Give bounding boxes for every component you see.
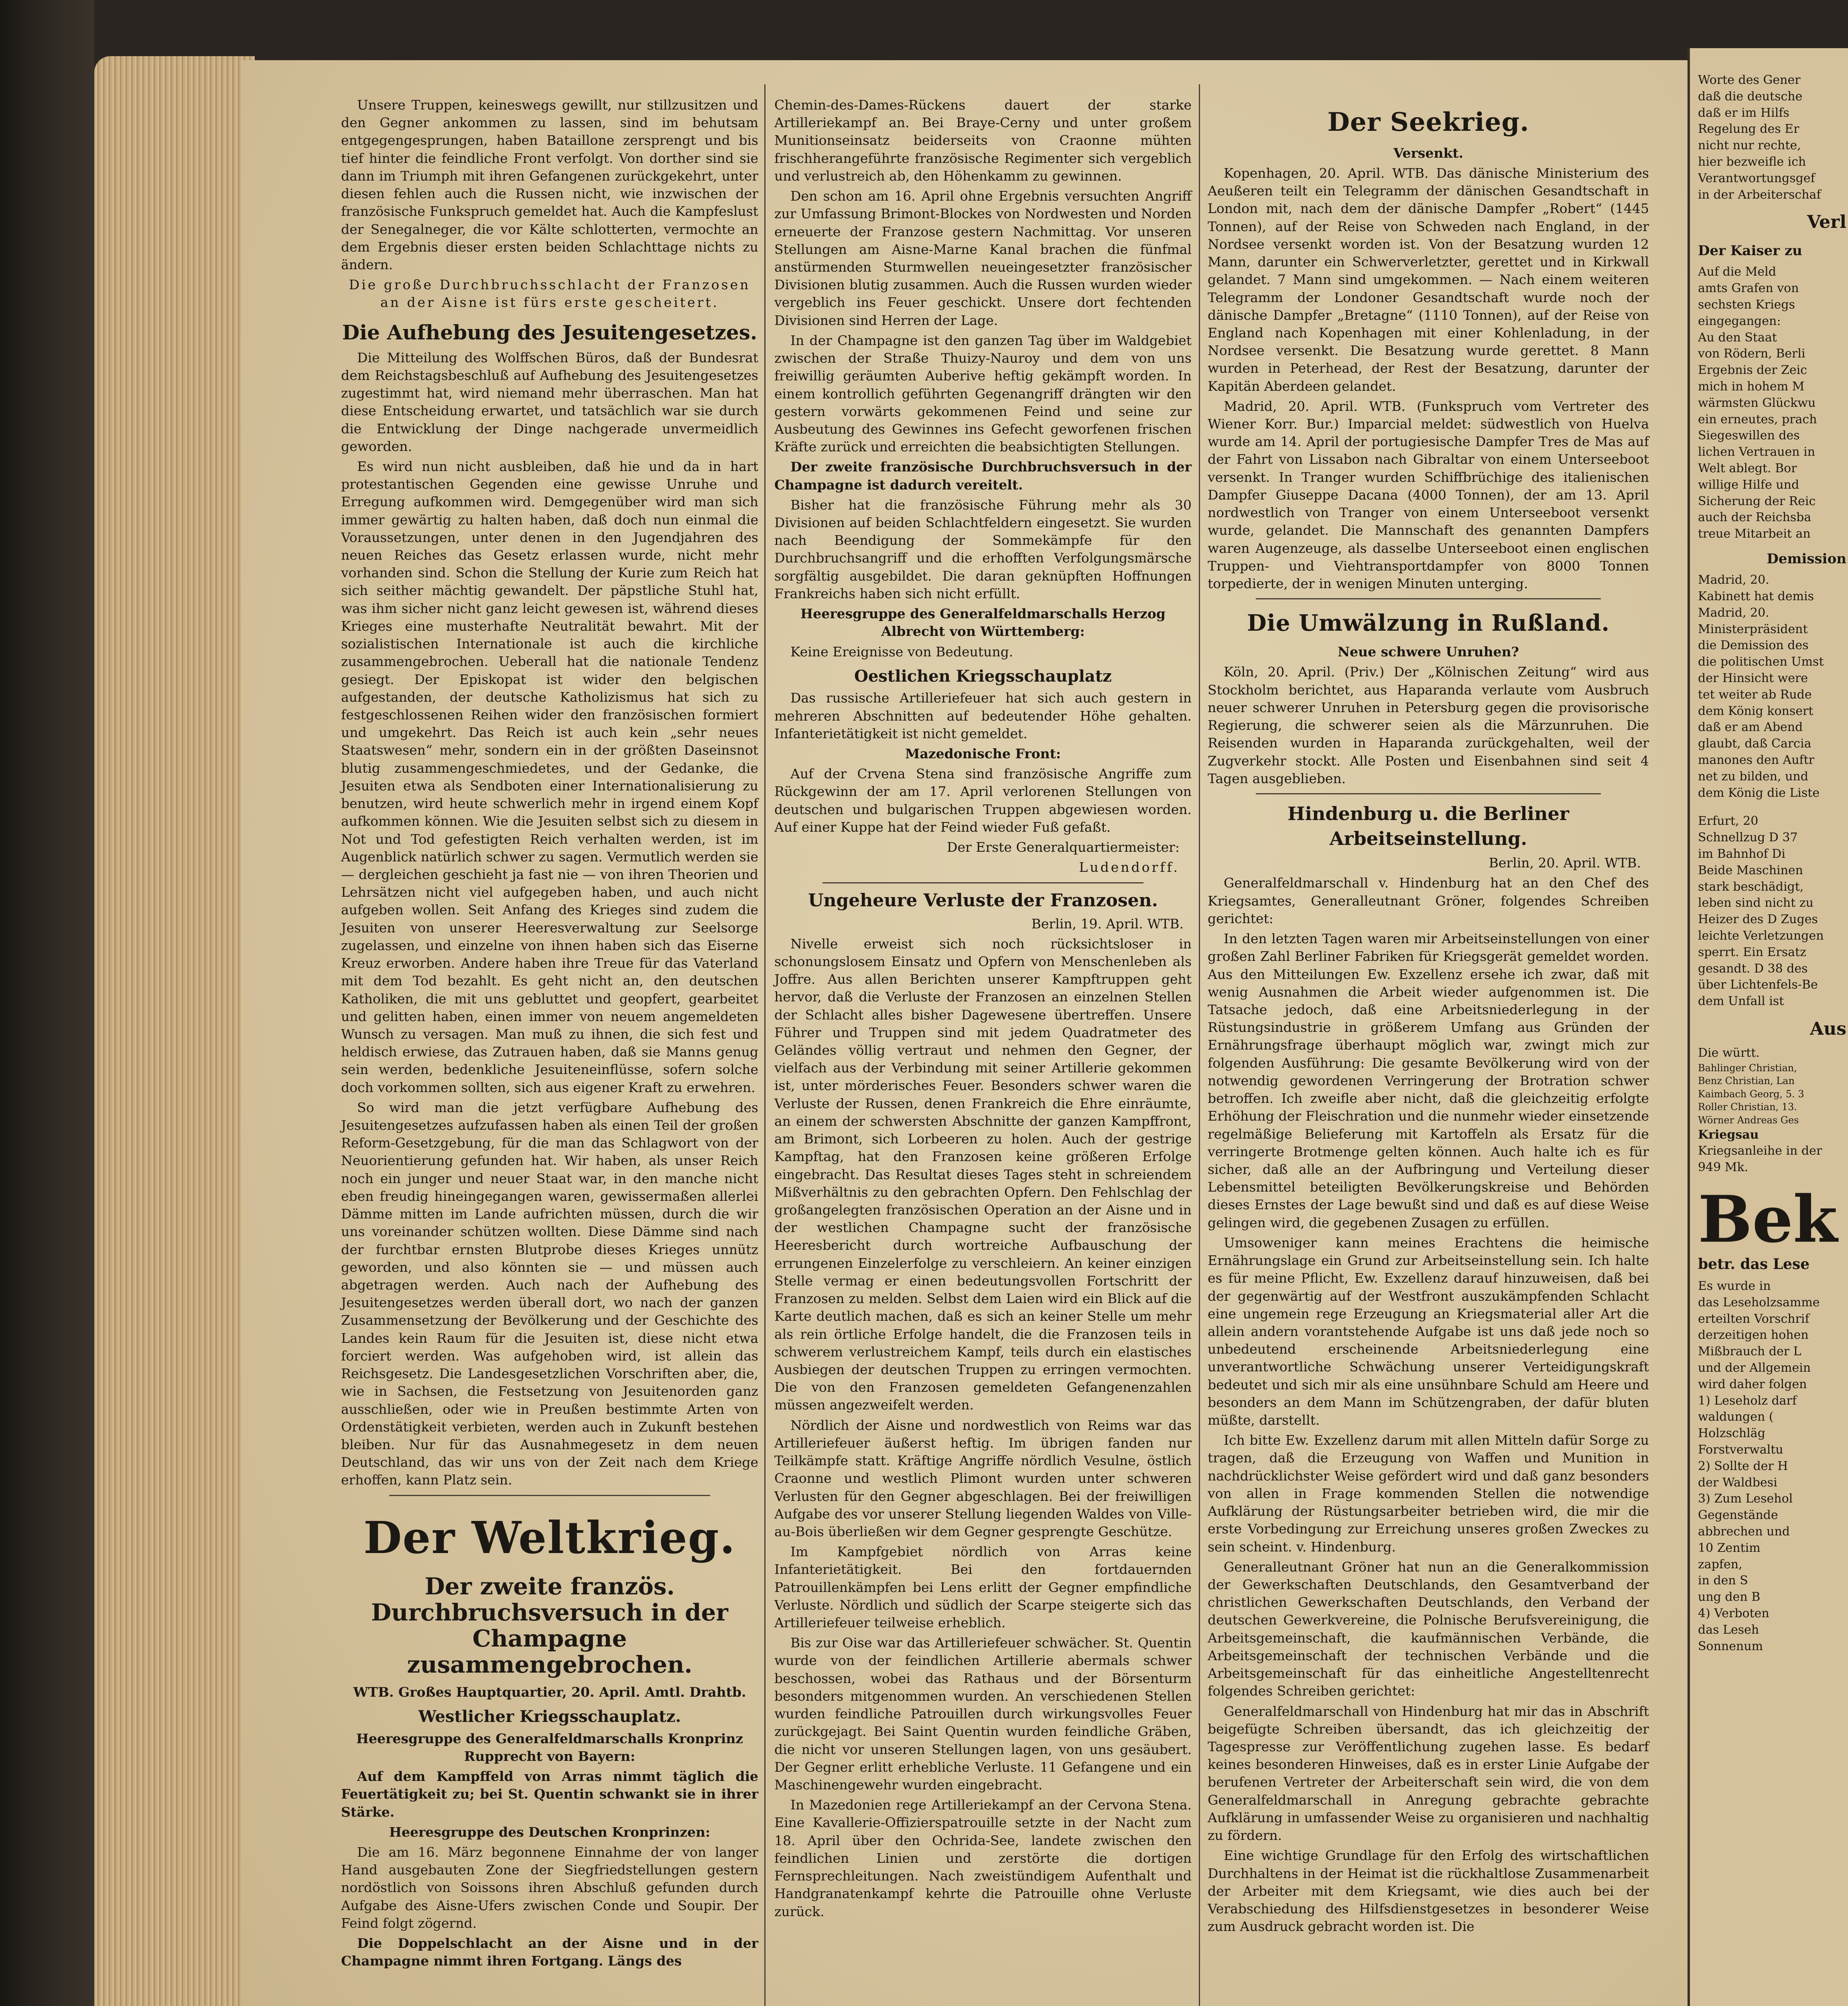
paragraph: Der zweite französische Durchbruchsversuch in der Champagne ist dadurch vereitelt. [774, 459, 1192, 493]
paragraph: Keine Ereignisse von Bedeutung. [790, 644, 1013, 660]
text-line: eingegangen: [1698, 314, 1781, 328]
right-page-text [1698, 72, 1846, 1655]
subhead-macedonia: Mazedonische Front: [905, 746, 1061, 762]
divider [1256, 598, 1601, 599]
text-line: dem König konsert [1698, 704, 1813, 718]
paragraph: Das russische Artilleriefeuer hat sich auch gestern in mehreren Abschnitten auf bedeutender Höhe gehalten. Infanterietätigkeit ist nicht gemeldet. [774, 690, 1192, 741]
text-line: willige Hilfe und [1698, 477, 1799, 492]
text-line: daß er am Abend [1698, 720, 1803, 735]
text-line: Verantwortungsgef [1698, 171, 1815, 185]
divider [822, 882, 1143, 883]
heading: Aus [1810, 1018, 1846, 1039]
paragraph: Es wird nun nicht ausbleiben, daß hie und da in hart protestantischen Gegenden eine gewisse Unruhe und Erregung aufkommen wird. Demgegenüber wird man sich immer gewärtig zu halten haben, daß doch nun einmal die Voraussetzungen, unter denen in den Jugendjahren des neuen Reiches das Gesetz erlassen wurde, nicht mehr vorhanden sind. Schon die Stellung der Kurie zum Reich hat sich seither mächtig gewandelt. Der päpstliche Stuhl hat, was ihm sicher nicht ganz leicht gewesen ist, während dieses Krieges eine musterhafte Neutralität bewahrt. Mit der sozialistischen Internationale ist auch die kirchliche zusammengebrochen. Ueberall hat die nationale Tendenz gesiegt. Der Episkopat ist wider den belgischen aufgestanden, der deutsche Katholizismus hat sich zu festgeschlossenen Reihen wider den französischen formiert und umgekehrt. Das Reich ist auch kein „sehr neues Staatswesen“ mehr, sondern ein in der größten Daseinsnot blutig zusammengeschmiedetes, und der Gedanke, die Jesuiten etwa als Sendboten einer Internationalisierung zu benutzen, wird heute schwerlich mehr in irgend einem Kopf aufkommen können. Wie die Jesuiten selbst sich zu diesem in Not und Tod gefestigten Reich verhalten werden, ist im Augenblick natürlich schwer zu sagen. Vermutlich werden sie — dergleichen geschieht ja fast nie — von ihren Theorien und Lehrsätzen nicht viel aufgegeben haben, und auch nicht aufgeben wollen. Seit Anfang des Krieges sind zudem die Jesuiten von unserer Heeresverwaltung zur Seelsorge zugelassen, und einzelne von ihnen haben sich das Eiserne Kreuz erworben. Andere haben ihre Treue für das Vaterland mit dem Tod bezahlt. Es geht nicht an, den deutschen Katholiken, die mit uns gebluttet und geopfert, gearbeitet und gelitten haben, einen immer von neuem angemeldeten Wunsch zu versagen. Man muß zu ihnen, die sich fest und heldisch erwiese, das Zutrauen haben, daß sie Manns genug sein werden, bedenkliche Jesuiteneinflüsse, sofern solche doch vorkommen sollten, sich aus eigener Kraft zu erwehren. [341, 458, 758, 1095]
paragraph: Generalleutnant Gröner hat nun an die Generalkommission der Gewerkschaften Deutschlands, den Gesamtverband der christlichen Gewerkschaften Deutschlands, den Verband der deutschen Gewerkvereine, die Polnische Berufsvereinigung, die Arbeitsgemeinschaft, die kaufmännischen Verbände, die Arbeitsgemeinschaft der technischen Verbände und die Arbeitsgemeinschaft für das einheitliche Angestelltenrecht folgendes Schreiben gerichtet: [1208, 1559, 1649, 1699]
subhead-east: Oestlichen Kriegsschauplatz [854, 666, 1112, 686]
signature-title: Der Erste Generalquartiermeister: [947, 839, 1180, 855]
headline-seekrieg: Der Seekrieg. [1327, 107, 1529, 137]
text-line: mich in hohem M [1698, 380, 1805, 394]
text-line: daß er im Hilfs [1698, 106, 1789, 120]
army-group: Heeresgruppe des Generalfeldmarschalls Kronprinz Rupprecht von Bayern: [356, 1730, 743, 1764]
text-line: Kabinett hat demis [1698, 589, 1814, 604]
page-stack-edges [94, 56, 255, 2006]
text-line: Madrid, 20. [1698, 573, 1769, 587]
paragraph: Auf der Crvena Stena sind französische Angriffe zum Rückgewinn der am 17. April verlorenen Stellungen von deutschen und bulgarischen Truppen abgewiesen worden. Auf einer Kuppe hat der Feind wieder Fuß gefaßt. [774, 766, 1192, 835]
dateline: Berlin, 20. April. WTB. [1489, 855, 1641, 871]
paragraph: Die Mitteilung des Wolffschen Büros, daß der Bundesrat dem Reichstagsbeschluß auf Aufhebung des Jesuitengesetzes zugestimmt hat, wird niemand mehr überraschen. Man hat diese Entscheidung erwartet, und tatsächlich war sie durch die Entwicklung der Dinge nachgerade unvermeidlich geworden. [341, 349, 758, 454]
paragraph: Bisher hat die französische Führung mehr als 30 Divisionen auf beiden Schlachtfeldern eingesetzt. Sie wurden nach Beendigung der Sommekämpfe für den Durchbruchsangriff und die erhofften Verfolgungsmärsche sorgfältig ausgebildet. Die daran geknüpften Hoffnungen Frankreichs haben sich nicht erfüllt. [774, 497, 1192, 601]
text-line: net zu bilden, und [1698, 769, 1808, 784]
column-3 [1208, 96, 1649, 2006]
text-line: von Rödern, Berli [1698, 347, 1805, 361]
paragraph: Nördlich der Aisne und nordwestlich von Reims war das Artilleriefeuer äußerst heftig. Im übrigen fanden nur Teilkämpfe statt. Kräftige Angriffe nördlich Vesulne, östlich Craonne und westlich Plimont wurden unter schweren Verlusten für den Gegner abgeschlagen. Bei der freiwilligen Aufgabe des vor unserer Stellung liegenden Waldes von Ville-au-Bois überließen wir dem Gegner gesprengte Geschütze. [774, 1417, 1192, 1539]
paragraph: Chemin-des-Dames-Rückens dauert der starke Artilleriekampf an. Bei Braye-Cerny und unter großem Munitionseinsatz beiderseits von Craonne mühten frischherangeführte französische Regimenter sich vergeblich und verlustreich ab, den Höhenkamm zu gewinnen. [774, 97, 1192, 184]
text-line: dem Unfall ist [1698, 994, 1784, 1009]
text-line: der Hinsicht were [1698, 671, 1808, 685]
text-line: sperrt. Ein Ersatz [1698, 945, 1806, 959]
paragraph: Im Kampfgebiet nördlich von Arras keine Infanterietätigkeit. Bei den fortdauernden Patrouillenkämpfen bei Lens erlitt der Gegner empfindliche Verluste. Nördlich und südlich der Scarpe steigerte sich das Artilleriefeuer teilweise erheblich. [774, 1544, 1192, 1631]
text-line: Roller Christian, 13. [1698, 1101, 1797, 1113]
text-line: 949 Mk. [1698, 1160, 1748, 1175]
big-headline: Bek [1698, 1184, 1838, 1255]
paragraph: Madrid, 20. April. WTB. (Funkspruch vom Vertreter des Wiener Korr. Bur.) Imparcial meldet: südwestlich von Huelva wurde am 14. April der portugiesische Dampfer Tres de Mas auf der Fahrt von Lissabon nach Gibraltar von einem Unterseeboot versenkt. In Tranger wurden Schiffbrüchige des italienischen Dampfer Giuseppe Dacana (4000 Tonnen), der am 13. April nordwestlich von Tranger von einem Unterseeboot versenkt wurde, gelandet. Die Mannschaft des genannten Dampfers waren Augenzeuge, als dasselbe Unterseeboot einen englischen Truppen- und Viehtransportdampfer von 8000 Tonnen torpedierte, der in wenigen Minuten unterging. [1208, 398, 1649, 591]
text-line: der Waldbesi [1698, 1475, 1777, 1490]
text-line: die politischen Umst [1698, 655, 1824, 669]
right-page-fragment [1688, 48, 1848, 2006]
column-2 [774, 96, 1192, 2006]
text-line: Sicherung der Reic [1698, 494, 1816, 508]
text-line: Erfurt, 20 [1698, 814, 1759, 828]
text-line: Wörner Andreas Ges [1698, 1115, 1799, 1126]
headline-weltkrieg: Der Weltkrieg. [364, 1511, 736, 1563]
text-line: 1) Leseholz darf [1698, 1393, 1797, 1408]
headline-verluste: Ungeheure Verluste der Franzosen. [808, 890, 1158, 911]
paragraph: In Mazedonien rege Artilleriekampf an der Cervona Stena. Eine Kavallerie-Offizierspatrouille setzte in der Nacht zum 18. April über den Ochrida-See, landete zwischen den feindlichen Linien und zerstörte die dortigen Fernsprechleitungen. Nach zweistündigem Aufenthalt und Handgranatenkampf kehrte die Patrouille ohne Verluste zurück. [774, 1797, 1192, 1919]
text-line: wärmsten Glückwu [1698, 396, 1816, 410]
text-line: nicht nur rechte, [1698, 138, 1801, 153]
paragraph: So wird man die jetzt verfügbare Aufhebung des Jesuitengesetzes aufzufassen haben als einen Teil der großen Reform-Gesetzgebung, für die man das Schlagwort von der Neuorientierung gefunden hat. Wir haben, als unser Reich noch ein junger und neuer Staat war, in den manche nicht eben freudig hineingegangen waren, gewissermaßen allerlei Dämme mitten im Lande aufrichten müssen, durch die wir uns voreinander schützen wollten. Diese Dämme sind nach der furchtbar ernsten Blutprobe dieses Krieges unnütz geworden, und also könnten sie — und müssen auch abgetragen werden. Auch nach der Aufhebung des Jesuitengesetzes werden überall dort, wo nach der ganzen Zusammensetzung der Bevölkerung und der Geschichte des Landes kein Raum für die Jesuiten ist, diese nicht etwa forciert werden. Was aufgehoben wird, ist allein das Reichsgesetz. Die Landesgesetzlichen Vorschriften aber, die, wie in Sachsen, die Festsetzung von Jesuitenorden ganz ausschließen, oder wie in Preußen bestimmte Arten von Ordenstätigkeit verbieten, werden auch in Zukunft bestehen bleiben. Nur für das Ausnahmegesetz in dem neuen Deutschland, das wir uns von der Zeit nach dem Kriege erhoffen, kann Platz sein. [341, 1099, 758, 1488]
text-line: Gegenstände [1698, 1508, 1778, 1523]
text-line: die Demission des [1698, 638, 1809, 653]
text-line: daß die deutsche [1698, 89, 1803, 104]
text-line: treue Mitarbeit an [1698, 527, 1811, 541]
text-line: in den S [1698, 1574, 1748, 1588]
text-line: in der Arbeiterschaf [1698, 187, 1821, 202]
text-line: das Leseholzsamme [1698, 1295, 1820, 1310]
subhead-west: Westlicher Kriegsschauplatz. [418, 1707, 681, 1726]
text-line: 10 Zentim [1698, 1541, 1761, 1555]
text-line: Kriegsau [1698, 1127, 1759, 1142]
text-line: Au den Staat [1698, 330, 1777, 345]
heading: Demission [1767, 550, 1846, 567]
text-line: 2) Sollte der H [1698, 1459, 1788, 1473]
paragraph: Umsoweniger kann meines Erachtens die heimische Ernährungslage ein Grund zur Arbeitseinstellung sein. Ich halte es für meine Pflicht, Ew. Exzellenz darauf hinzuweisen, daß bei der gegenwärtig auf der Westfront auszukämpfenden Schlacht eine ungemein rege Erzeugung an Kriegsmaterial aller Art die allein andern vorantstehende Aufgabe ist uns daß jede noch so unbedeutend erscheinende Arbeitsniederlegung eine unverantwortliche Schwächung unserer Verteidigungskraft bedeutet und sich mir als eine unsühnbare Schuld am Heere und besonders an dem Mann im Schützengraben, der dafür bluten müßte, darstellt. [1208, 1234, 1649, 1428]
paragraph: Generalfeldmarschall von Hindenburg hat mir das in Abschrift beigefügte Schreiben übersandt, das ich gleichzeitig der Tagespresse zur Veröffentlichung zugehen lasse. Es bedarf keines besonderen Hinweises, daß es in erster Linie Aufgabe der berufenen Vertreter der Arbeiterschaft sein wird, die von dem Generalfeldmarschall in Anregung gebrachte gebrachte Aufklärung in umfassender Weise zu organisieren und nachhaltig zu fördern. [1208, 1703, 1649, 1844]
divider [1256, 793, 1601, 794]
heading: Verl [1807, 212, 1846, 233]
text-line: stark beschädigt, [1698, 879, 1804, 894]
heading: betr. das Lese [1698, 1256, 1810, 1273]
text-line: 3) Zum Lesehol [1698, 1492, 1793, 1506]
paragraph: Ich bitte Ew. Exzellenz darum mit allen Mitteln dafür Sorge zu tragen, daß die Erzeugung von Waffen und Munition in nachdrücklichster Weise gefördert wird und daß ganz besonders von allen in Frage kommenden Stellen die notwendige Aufklärung der Rüstungsarbeiter betrieben wird, die mir die erste Vorbedingung zur Erreichung unseres großen Zweckes zu sein scheint. v. Hindenburg. [1208, 1432, 1649, 1555]
subhead-unruhen: Neue schwere Unruhen? [1337, 644, 1519, 660]
paragraph: In der Champagne ist den ganzen Tag über im Waldgebiet zwischen der Straße Thuizy-Nauroy und dem von uns freiwillig geräumten Auberive heftig gekämpft worden. In einem kontrollich geführten Gegenangriff drängten wir den gestern vorwärts gekommenen Feind und seine zur Ausbeutung des Gewinnes ins Gefecht geworfenen frischen Kräfte zurück und erreichten die beabsichtigten Stellungen. [774, 332, 1192, 455]
text-line: Bahlinger Christian, [1698, 1062, 1797, 1074]
text-line: amts Grafen von [1698, 281, 1799, 296]
text-line: gesandt. D 38 des [1698, 961, 1808, 976]
subhead-versenkt: Versenkt. [1393, 145, 1464, 161]
paragraph: Auf dem Kampffeld von Arras nimmt täglich die Feuertätigkeit zu; bei St. Quentin schwankt sie in ihrer Stärke. [341, 1768, 758, 1820]
text-line: Kaimbach Georg, 5. 3 [1698, 1088, 1804, 1100]
text-line: Mißbrauch der L [1698, 1344, 1801, 1359]
paragraph: Eine wichtige Grundlage für den Erfolg des wirtschaftlichen Durchhaltens in der Heimat ist die rückhaltlose Zusammenarbeit der Arbeiter mit dem Kriegsamt, wie dies auch bei der Verabschiedung des Hilfsdienstgesetzes in besonderer Weise zum Ausdruck gebracht worden ist. Die [1208, 1848, 1649, 1935]
headline-durchbruch: Der zweite französ. Durchbruchsversuch in der Champagne zusammengebrochen. [371, 1573, 728, 1678]
text-line: sechsten Kriegs [1698, 298, 1795, 312]
paragraph: Generalfeldmarschall v. Hindenburg hat an den Chef des Kriegsamtes, Generalleutnant Gröner, folgendes Schreiben gerichtet: [1208, 875, 1649, 926]
text-line: 4) Verboten [1698, 1606, 1769, 1620]
divider [389, 1495, 710, 1496]
text-line: Heizer des D Zuges [1698, 912, 1818, 927]
text-line: Schnellzug D 37 [1698, 830, 1798, 845]
text-line: Ministerpräsident [1698, 622, 1808, 636]
text-line: manones den Auftr [1698, 753, 1815, 767]
newspaper-page [241, 60, 1688, 2006]
text-line: tet weiter ab Rude [1698, 687, 1812, 702]
signature-name: Ludendorff. [1079, 859, 1180, 875]
text-line: Welt ablegt. Bor [1698, 461, 1797, 475]
text-line: und der Allgemein [1698, 1361, 1811, 1375]
text-line: hier bezweifle ich [1698, 154, 1806, 169]
text-line: das Leseh [1698, 1622, 1759, 1637]
text-line: Benz Christian, Lan [1698, 1075, 1795, 1087]
headline-russland: Die Umwälzung in Rußland. [1247, 610, 1610, 637]
headline-hindenburg: Hindenburg u. die Berliner Arbeitseinstellung. [1288, 803, 1569, 849]
paragraph: Nivelle erweist sich noch rücksichtsloser in schonungslosem Einsatz und Opfern von Menschenleben als Joffre. Aus allen Berichten unserer Kampftruppen geht hervor, daß die Verluste der Franzosen an einzelnen Stellen der Schlacht alles bisher Dagewesene übertreffen. Unsere Führer und Truppen sind mit jedem Quadratmeter des Geländes völlig vertraut und nehmen den Gegner, der vielfach aus der Verbindung mit seiner Artillerie gekommen ist, unter mörderisches Feuer. Besonders schwer waren die Verluste der Russen, denen Frankreich die Ehre einräumte, an einem der schwersten Abschnitte der ganzen Kampffront, am Brimont, sich Lorbeeren zu holen. Auch der gestrige Kampftag, hat den Franzosen keine größeren Erfolge eingebracht. Das Resultat dieses Tages steht in schreiendem Mißverhältnis zu den gebrachten Opfern. Den Fehlschlag der großangelegten französischen Operation an der Aisne und in der westlichen Champagne sucht der französische Heeresbericht durch wortreiche Aufbauschung der errungenen Einzelerfolge zu verschleiern. An keiner einzigen Stelle vermag er einen bedeutungsvollen Fortschritt der Franzosen zu melden. Selbst dem Laien wird ein Blick auf die Karte deutlich machen, daß es sich an keiner Stelle um mehr als rein örtliche Erfolge handelt, die die Franzosen teils in schwerem verlustreichem Kampf, teils durch ein elastisches Ausbiegen der deutschen Truppen zu erringen vermochten. Die von den Franzosen gemeldeten Gefangenenzahlen müssen angezweifelt werden. [774, 936, 1192, 1413]
dateline: WTB. Großes Hauptquartier, 20. April. Amtl. Drahtb. [353, 1684, 746, 1700]
text-line: Regelung des Er [1698, 122, 1799, 136]
army-group: Heeresgruppe des Generalfeldmarschalls Herzog Albrecht von Württemberg: [800, 606, 1166, 640]
text-line: Madrid, 20. [1698, 605, 1769, 620]
paragraph: Den schon am 16. April ohne Ergebnis versuchten Angriff zur Umfassung Brimont-Blockes von Nordwesten und Norden erneuerte der Franzose gestern Nachmittag. Vor unseren Stellungen am Aisne-Marne Kanal brachen die fünfmal anstürmenden Sturmwellen neueingesetzter französischer Divisionen blutig zusammen. Auch die Russen wurden wieder vergeblich ins Feuer geschickt. Unsere dort fechtenden Divisionen sind Herren der Lage. [774, 188, 1192, 328]
text-line: Auf die Meld [1698, 265, 1776, 279]
text-line: waldungen ( [1698, 1410, 1774, 1424]
paragraph: Unsere Truppen, keineswegs gewillt, nur stillzusitzen und den Gegner ankommen zu lassen, sind im behutsam entgegengesprungen, haben Bataillone zersprengt und bis tief hinter die feindliche Front verfolgt. Von dorther sind sie dann im Triumph mit ihren Gefangenen zurückgekehrt, unter diesen fehlen auch die Russen nicht, wie inzwischen der französische Funkspruch gemeldet hat. Auch die Kampfeslust der Senegalneger, die vor Kälte schlotterten, vermochte an dem Ergebnis dieser ersten beiden Schlachttage nichts zu ändern. [341, 97, 758, 272]
text-line: im Bahnhof Di [1698, 847, 1785, 861]
text-line: erteilten Vorschrif [1698, 1312, 1809, 1326]
paragraph: Köln, 20. April. (Priv.) Der „Kölnischen Zeitung“ wird aus Stockholm berichtet, aus Haparanda verlaute vom Ausbruch neuer schwerer Unruhen in Petersburg gegen die provisorische Regierung, die schwerer seien als die Märzunruhen. Die Reisenden wurden in Haparanda zurückgehalten, weil der Zugverkehr stockt. Alle Posten und Eisenbahnen sind seit 4 Tagen ausgeblieben. [1208, 664, 1649, 786]
paragraph: In den letzten Tagen waren mir Arbeitseinstellungen von einer großen Zahl Berliner Fabriken für Kriegsgerät gemeldet worden. Aus den Mitteilungen Ew. Exzellenz ersehe ich zwar, daß mit wenig Ausnahmen die Arbeit wieder aufgenommen ist. Die Tatsache jedoch, daß eine Arbeitsniederlegung in der Rüstungsindustrie in größerem Umfang aus Gründen der Ernährungsfrage überhaupt möglich war, zwingt mich zur folgenden Ausführung: Die gesamte Bevölkerung wird von der notwendig gewordenen Verringerung der Brotration schwer betroffen. Ich zweifle aber nicht, daß die gleichzeitig erfolgte Erhöhung der Fleischration und die nunmehr wieder einsetzende regelmäßige Belieferung mit Kartoffeln als Ersatz für die verringerte Brotmenge gelten können. Auch halte ich es für sicher, daß alle an der Aufbringung und Verteilung dieser Lebensmittel beteiligten Bevölkerungskreise und Behörden dieses Ernstes der Lage bewußt sind und daß es auf diese Weise gelingen wird, die gegebenen Zusagen zu erfüllen. [1208, 931, 1649, 1230]
text-line: über Lichtenfels-Be [1698, 978, 1818, 992]
text-line: Beide Maschinen [1698, 863, 1803, 877]
text-line: auch der Reichsba [1698, 510, 1811, 525]
column-rule [1199, 84, 1200, 2006]
paragraph: Kopenhagen, 20. April. WTB. Das dänische Ministerium des Aeußeren teilt ein Telegramm der dänischen Gesandtschaft in London mit, nach dem der dänische Dampfer „Robert“ (1445 Tonnen), auf der Reise von Schweden nach England, in der Nordsee versenkt worden ist. Von der Besatzung wurden 12 Mann, darunter ein Schwerverletzter, gerettet und in Kirkwall gelandet. 7 Mann sind umgekommen. — Nach einem weiteren Telegramm der Londoner Gesandtschaft wurde noch der dänische Dampfer „Bretagne“ (1110 Tonnen), auf der Reise von England nach Kopenhagen mit einer Kohlenladung, in der Nordsee versenkt. Die Besatzung wurde gerettet. 8 Mann wurden in Peterhead, der Rest der Besatzung, darunter der Kapitän Aberdeen gelandet. [1208, 165, 1649, 394]
book-binding [0, 0, 94, 2006]
text-line: Siegeswillen des [1698, 428, 1800, 443]
text-line: dem König die Liste [1698, 786, 1820, 800]
text-line: ein erneutes, prach [1698, 412, 1817, 426]
text-line: lichen Vertrauen in [1698, 445, 1816, 459]
text-line: Es wurde in [1698, 1279, 1771, 1293]
column-1 [341, 96, 758, 2006]
text-line: wird daher folgen [1698, 1377, 1807, 1391]
text-line: ung den B [1698, 1590, 1761, 1604]
text-line: abbrechen und [1698, 1524, 1790, 1539]
heading: Der Kaiser zu [1698, 243, 1802, 259]
text-line: derzeitigen hohen [1698, 1328, 1809, 1342]
text-line: zapfen, [1698, 1557, 1742, 1572]
headline-jesuit: Die Aufhebung des Jesuitengesetzes. [342, 320, 757, 344]
text-line: Forstverwaltu [1698, 1443, 1783, 1457]
text-line: Ergebnis der Zeic [1698, 363, 1807, 378]
paragraph: Die am 16. März begonnene Einnahme der von langer Hand ausgebauten Zone der Siegfriedstellungen gestern nordöstlich von Soissons ihren Abschluß gefunden durch Aufgabe des Aisne-Ufers zwischen Conde und Soupir. Der Feind folgt zögernd. [341, 1844, 758, 1931]
text-line: Worte des Gener [1698, 73, 1801, 87]
text-line: glaubt, daß Carcia [1698, 737, 1811, 751]
paragraph: Bis zur Oise war das Artilleriefeuer schwächer. St. Quentin wurde von der feindlichen Artillerie abermals schwer beschossen, wobei das Rathaus und der Börsenturm besonders mitgenommen wurden. An verschiedenen Stellen wurden feindliche Patrouillen durch wirkungsvolles Feuer zurückgejagt. Bei Saint Quentin wurden feindliche Gräben, die nicht vor unseren Stellungen lagen, von uns gesäubert. Der Gegner erlitt erhebliche Verluste. 11 Gefangene und ein Maschinengewehr wurden eingebracht. [774, 1635, 1192, 1793]
army-group: Heeresgruppe des Deutschen Kronprinzen: [389, 1824, 711, 1840]
column-rule [764, 84, 766, 2006]
text-line: Sonnenum [1698, 1639, 1763, 1653]
text-line: leichte Verletzungen [1698, 928, 1824, 943]
dateline: Berlin, 19. April. WTB. [1031, 916, 1184, 932]
text-line: leben sind nicht zu [1698, 896, 1813, 910]
paragraph: Die große Durchbruchsschlacht der Franzosen an der Aisne ist fürs erste gescheitert. [349, 277, 751, 311]
text-line: Kriegsanleihe in der [1698, 1144, 1822, 1158]
text-line: Die württ. [1698, 1046, 1760, 1060]
text-line: Holzschläg [1698, 1426, 1765, 1441]
paragraph: Die Doppelschlacht an der Aisne und in der Champagne nimmt ihren Fortgang. Längs des [341, 1935, 758, 1969]
